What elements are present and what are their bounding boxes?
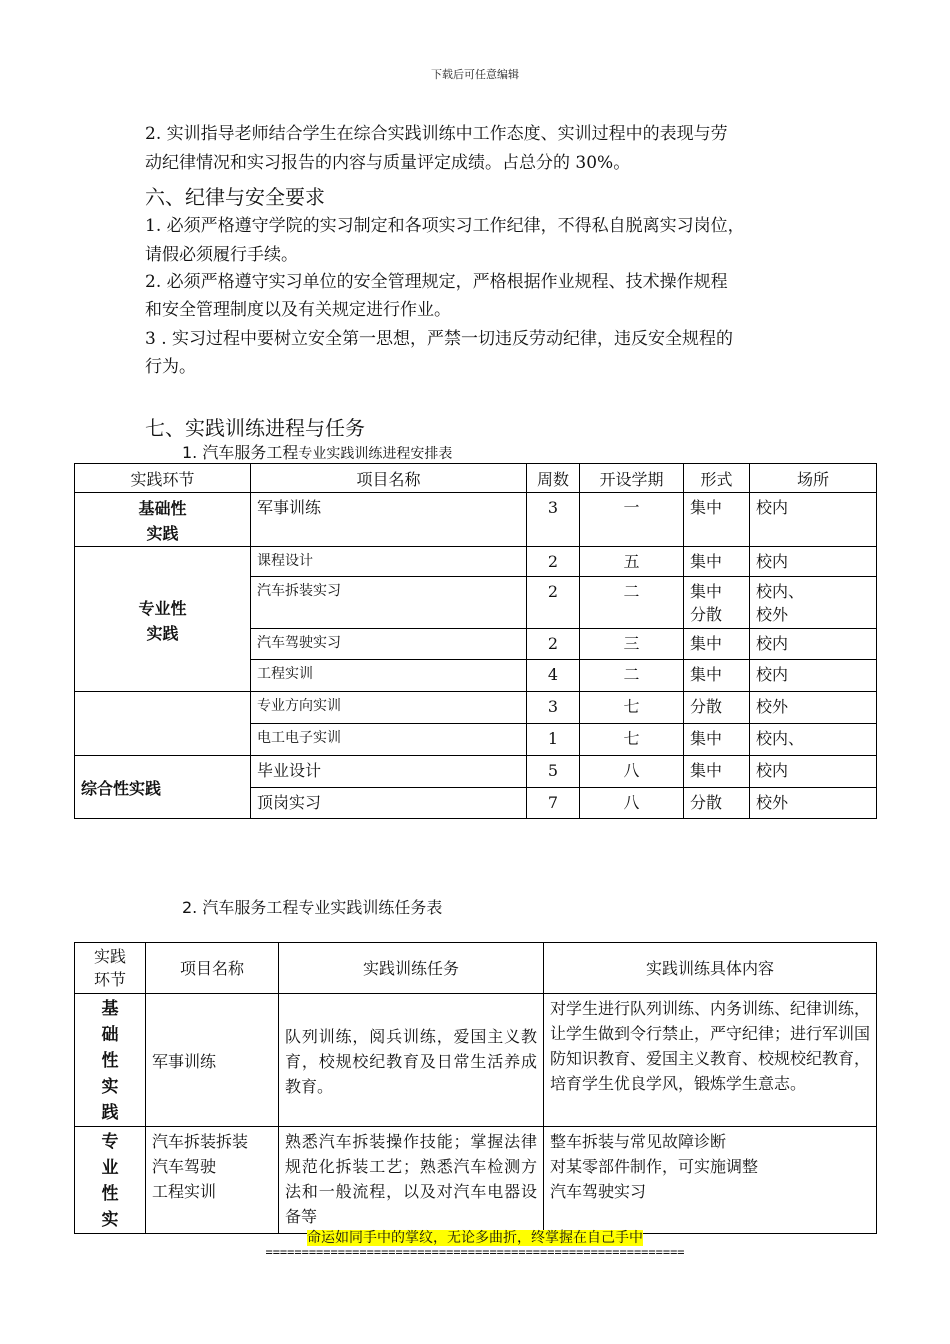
form: 集中 bbox=[684, 493, 750, 547]
weeks: 7 bbox=[527, 788, 580, 819]
group-major-practice: 专业性 实践 bbox=[75, 547, 251, 692]
table-row bbox=[75, 547, 877, 577]
footer-motto: 命运如同手中的掌纹，无论多曲折，终掌握在自己手中 bbox=[307, 1230, 643, 1246]
table-row bbox=[75, 692, 877, 724]
term: 七 bbox=[580, 692, 684, 724]
task-description: 熟悉汽车拆装操作技能；掌握法律规范化拆装工艺；熟悉汽车检测方法和一般流程，以及对汽车电器设备等 bbox=[279, 1127, 544, 1234]
discipline-item-1-line2: 请假必须履行手续。 bbox=[145, 245, 298, 265]
section-6-title: 六、纪律与安全要求 bbox=[145, 185, 325, 209]
group-basic-practice: 基础性 实践 bbox=[75, 493, 251, 547]
table1-caption-major: 1. 汽车服务工程 bbox=[182, 443, 299, 462]
weeks: 5 bbox=[527, 756, 580, 788]
form: 集中 bbox=[684, 547, 750, 577]
discipline-item-1-line1: 1. 必须严格遵守学院的实习制定和各项实习工作纪律，不得私自脱离实习岗位， bbox=[145, 216, 745, 236]
content-description: 整车拆装与常见故障诊断 对某零部件制作，可实施调整 汽车驾驶实习 bbox=[544, 1127, 877, 1234]
term: 五 bbox=[580, 547, 684, 577]
table1-caption-rest: 专业实践训练进程安排表 bbox=[298, 446, 453, 462]
col-header-weeks: 周数 bbox=[527, 464, 580, 493]
discipline-item-2-line1: 2. 必须严格遵守实习单位的安全管理规定，严格根据作业规程、技术操作规程 bbox=[145, 272, 728, 292]
task-description: 队列训练，阅兵训练，爱国主义教育，校规校纪教育及日常生活养成教育。 bbox=[279, 994, 544, 1127]
table-header-row bbox=[75, 464, 877, 493]
discipline-item-3-line1: 3 . 实习过程中要树立安全第一思想，严禁一切违反劳动纪律，违反安全规程的 bbox=[145, 329, 734, 349]
table-row bbox=[75, 994, 877, 1127]
col-header-content: 实践训练具体内容 bbox=[544, 943, 877, 994]
place: 校内 bbox=[750, 756, 877, 788]
group-major-practice: 专 业 性 实 bbox=[75, 1127, 146, 1234]
place: 校内 bbox=[750, 547, 877, 577]
weeks: 3 bbox=[527, 692, 580, 724]
group-empty-cell bbox=[75, 692, 251, 756]
group-comprehensive-practice: 综合性实践 bbox=[75, 756, 251, 819]
place: 校内、 校外 bbox=[750, 577, 877, 629]
practice-task-table bbox=[74, 942, 877, 1234]
discipline-item-2-line2: 和安全管理制度以及有关规定进行作业。 bbox=[145, 300, 451, 320]
weeks: 1 bbox=[527, 724, 580, 756]
term: 八 bbox=[580, 756, 684, 788]
weeks: 4 bbox=[527, 660, 580, 692]
form: 集中 bbox=[684, 629, 750, 660]
footer-rule: ========================================================== bbox=[265, 1245, 685, 1259]
place: 校内 bbox=[750, 629, 877, 660]
page-header: 下载后可任意编辑 bbox=[431, 68, 519, 81]
project-name: 汽车驾驶实习 bbox=[251, 629, 527, 660]
table1-caption bbox=[182, 440, 452, 463]
assessment-item-2-line2: 动纪律情况和实习报告的内容与质量评定成绩。占总分的 30%。 bbox=[145, 153, 631, 173]
place: 校外 bbox=[750, 788, 877, 819]
project-name: 课程设计 bbox=[251, 547, 527, 577]
project-name: 军事训练 bbox=[251, 493, 527, 547]
project-name: 汽车拆装拆装 汽车驾驶 工程实训 bbox=[146, 1127, 279, 1234]
place: 校内 bbox=[750, 660, 877, 692]
content-description: 对学生进行队列训练、内务训练、纪律训练，让学生做到令行禁止，严守纪律；进行军训国防知识教育、爱国主义教育、校规校纪教育，培育学生优良学风，锻炼学生意志。 bbox=[544, 994, 877, 1127]
col-header-stage: 实践 环节 bbox=[75, 943, 146, 994]
place: 校外 bbox=[750, 692, 877, 724]
form: 集中 bbox=[684, 660, 750, 692]
col-header-term: 开设学期 bbox=[580, 464, 684, 493]
weeks: 3 bbox=[527, 493, 580, 547]
table-row bbox=[75, 756, 877, 788]
col-header-stage: 实践环节 bbox=[75, 464, 251, 493]
col-header-form: 形式 bbox=[684, 464, 750, 493]
section-7-title: 七、实践训练进程与任务 bbox=[145, 416, 365, 440]
project-name: 工程实训 bbox=[251, 660, 527, 692]
project-name: 军事训练 bbox=[146, 994, 279, 1127]
project-name: 顶岗实习 bbox=[251, 788, 527, 819]
term: 二 bbox=[580, 577, 684, 629]
project-name: 汽车拆装实习 bbox=[251, 577, 527, 629]
form: 集中 分散 bbox=[684, 577, 750, 629]
col-header-task: 实践训练任务 bbox=[279, 943, 544, 994]
col-header-project: 项目名称 bbox=[146, 943, 279, 994]
assessment-item-2-line1: 2. 实训指导老师结合学生在综合实践训练中工作态度、实训过程中的表现与劳 bbox=[145, 124, 728, 144]
discipline-item-3-line2: 行为。 bbox=[145, 357, 196, 377]
term: 三 bbox=[580, 629, 684, 660]
form: 分散 bbox=[684, 692, 750, 724]
term: 八 bbox=[580, 788, 684, 819]
table-header-row bbox=[75, 943, 877, 994]
col-header-project: 项目名称 bbox=[251, 464, 527, 493]
weeks: 2 bbox=[527, 577, 580, 629]
col-header-place: 场所 bbox=[750, 464, 877, 493]
table-row bbox=[75, 493, 877, 547]
place: 校内、 bbox=[750, 724, 877, 756]
term: 二 bbox=[580, 660, 684, 692]
table-row bbox=[75, 1127, 877, 1234]
form: 分散 bbox=[684, 788, 750, 819]
table2-caption: 2. 汽车服务工程专业实践训练任务表 bbox=[182, 898, 443, 917]
place: 校内 bbox=[750, 493, 877, 547]
form: 集中 bbox=[684, 724, 750, 756]
weeks: 2 bbox=[527, 547, 580, 577]
project-name: 电工电子实训 bbox=[251, 724, 527, 756]
weeks: 2 bbox=[527, 629, 580, 660]
group-basic-practice: 基 础 性 实 践 bbox=[75, 994, 146, 1127]
form: 集中 bbox=[684, 756, 750, 788]
term: 七 bbox=[580, 724, 684, 756]
practice-schedule-table bbox=[74, 463, 877, 819]
project-name: 专业方向实训 bbox=[251, 692, 527, 724]
project-name: 毕业设计 bbox=[251, 756, 527, 788]
term: 一 bbox=[580, 493, 684, 547]
